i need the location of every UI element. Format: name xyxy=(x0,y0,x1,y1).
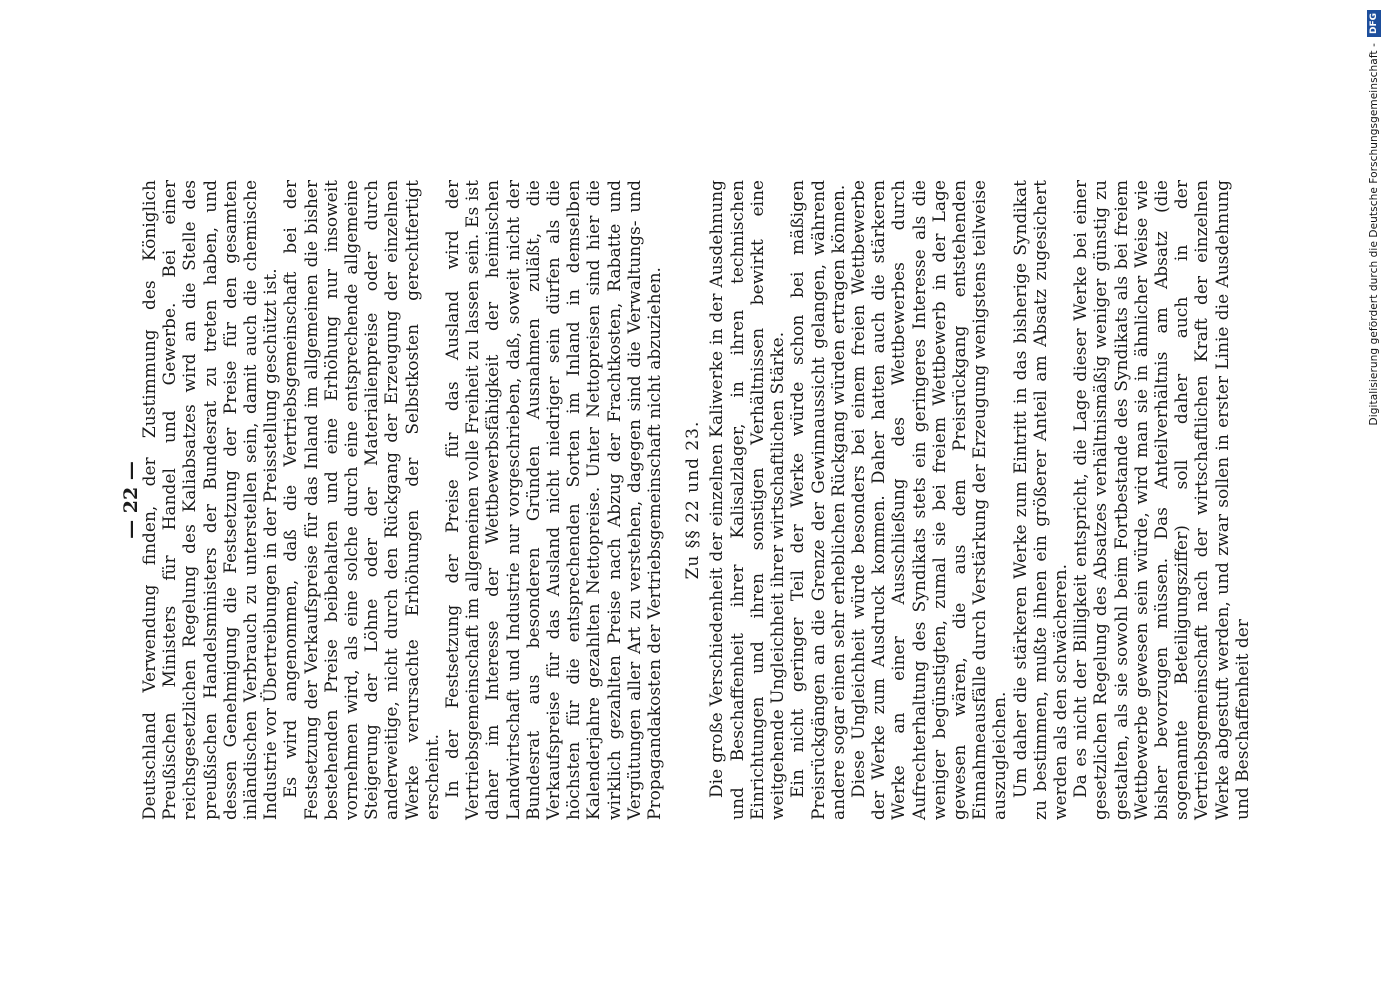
page-number: — 22 — xyxy=(120,461,142,539)
dfg-logo: DFG xyxy=(1367,10,1381,37)
section-paragraph-5: Da es nicht der Billigkeit entspricht, die Lage dieser Werke bei einer gesetzlichen Regelung des Absatzes verhältnismäßig weniger günstig zu gestalten, als sie sowohl beim Fortbestande des Syndikats als bei freiem Wettbewerbe gewesen sein würde, wird man sie in ähnlicher Weise wie bisher bevorzugen müssen. Das Anteilverhältnis am Absatz (die sogenannte Beteiligungsziffer) soll daher auch in der Vertriebsgemeinschaft nach der wirtschaftlichen Kraft der einzelnen Werke abgestuft werden, und zwar sollen in erster Linie die Ausdehnung und Beschaffenheit der xyxy=(1071,180,1253,820)
paragraph-2: Es wird angenommen, daß die Vertriebsgemeinschaft bei der Festsetzung der Verkaufspreise für das Inland im allgemeinen die bisher bestehenden Preise beibehalten und eine Erhöhung nur insoweit vornehmen wird, als eine solche durch eine entsprechende allgemeine Steigerung der Löhne oder der Materialienpreise oder durch anderweitige, nicht durch den Rückgang der Erzeugung der einzelnen Werke verursachte Erhöhungen der Selbstkosten gerechtfertigt erscheint. xyxy=(281,180,443,820)
document-body xyxy=(140,180,1253,820)
paragraph-3: In der Festsetzung der Preise für das Ausland wird der Vertriebsgemeinschaft im allgemeinen volle Freiheit zu lassen sein. Es ist daher im Interesse der Wettbewerbsfähigkeit der heimischen Landwirtschaft und Industrie nur vorgeschrieben, daß, soweit nicht der Bundesrat aus besonderen Gründen Ausnahmen zuläßt, die Verkaufspreise für das Ausland nicht niedriger sein dürfen als die höchsten für die entsprechenden Sorten im Inland in demselben Kalenderjahre gezahlten Nettopreise. Unter Nettopreisen sind hier die wirklich gezahlten Preise nach Abzug der Frachtkosten, Rabatte und Vergütungen aller Art zu verstehen, dagegen sind die Verwaltungs- und Propagandakosten der Vertriebsgemeinschaft nicht abzuziehen. xyxy=(443,180,666,820)
section-paragraph-3: Diese Ungleichheit würde besonders bei einem freien Wettbewerbe der Werke zum Ausdruck kommen. Daher hatten auch die stärkeren Werke an einer Ausschließung des Wettbewerbes durch Aufrechterhaltung des Syndikats stets ein geringeres Interesse als die weniger begünstigten, zumal sie bei freiem Wettbewerb in der Lage gewesen wären, die aus dem Preisrückgang entstehenden Einnahmeausfälle durch Verstärkung der Erzeugung wenigstens teilweise auszugleichen. xyxy=(848,180,1011,820)
digitization-credit xyxy=(1367,10,1381,990)
section-paragraph-2: Ein nicht geringer Teil der Werke würde schon bei mäßigen Preisrückgängen an die Grenze der Gewinnaussicht gelangen, während andere sogar einen sehr erheblichen Rückgang würden ertragen können. xyxy=(788,180,849,820)
credit-text: Digitalisierung gefördert durch die Deutsche Forschungsgemeinschaft - xyxy=(1368,43,1380,426)
section-heading: Zu §§ 22 und 23. xyxy=(683,420,704,580)
section-paragraph-1: Die große Verschiedenheit der einzelnen Kaliwerke in der Ausdehnung und Beschaffenheit ihrer Kalisalzlager, in ihren technischen Einrichtungen und ihren sonstigen Verhältnissen bewirkt eine weitgehende Ungleichheit ihrer wirtschaftlichen Stärke. xyxy=(707,180,789,820)
section-paragraph-4: Um daher die stärkeren Werke zum Eintritt in das bisherige Syndikat zu bestimmen, mußte ihnen ein größerer Anteil am Absatz zugesichert werden als den schwächeren. xyxy=(1010,180,1071,820)
paragraph-1: Deutschland Verwendung finden, der Zustimmung des Königlich Preußischen Ministers für Handel und Gewerbe. Bei einer reichsgesetzlichen Regelung des Kaliabsatzes wird an die Stelle des preußischen Handelsministers der Bundesrat zu treten haben, und dessen Genehmigung die Festsetzung der Preise für den gesamten inländischen Verbrauch zu unterstellen sein, damit auch die chemische Industrie vor Übertreibungen in der Preisstellung geschützt ist. xyxy=(140,180,282,820)
